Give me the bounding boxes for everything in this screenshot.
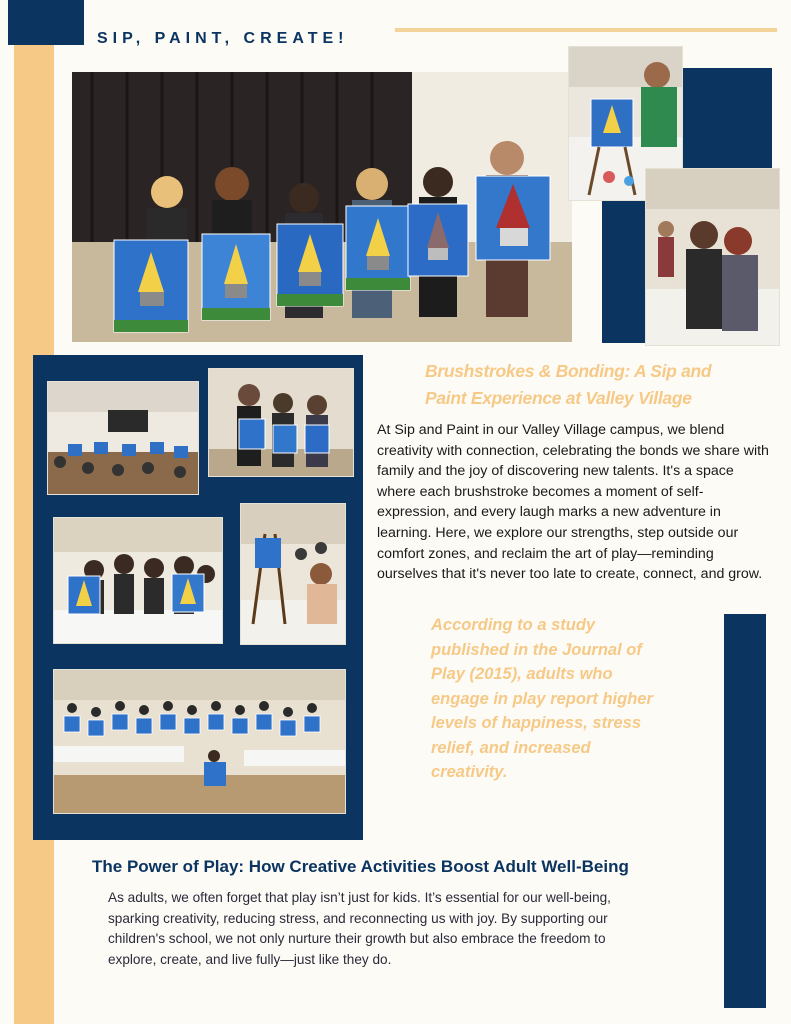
- top-gold-rule: [395, 28, 777, 32]
- photo-classroom-painting: [47, 381, 199, 495]
- photo-three-adults-paintings: [208, 368, 354, 477]
- right-navy-block-bottom: [724, 614, 766, 1008]
- article-title-line-2: Paint Experience at Valley Village: [425, 388, 692, 408]
- photo-man-painting-table: [240, 503, 346, 645]
- pull-quote: According to a study published in the Journal of Play (2015), adults who engage in play report higher levels of happiness, stress relief, and increased creativity.: [431, 616, 653, 781]
- article-body: At Sip and Paint in our Valley Village campus, we blend creativity with connection, celebrating the bonds we share with family and the joy of discovering new talents. It's a space where each brushstroke becomes a moment of self-expression, and every laugh marks a new adventure in learning. Here, we explore our strengths, step outside our comfort zones, and reclaim the art of play—reminding ourselves that it's never too late to create, connect, and grow.: [377, 422, 769, 583]
- section-heading: The Power of Play: How Creative Activities Boost Adult Well-Being: [92, 857, 629, 876]
- photo-group-at-table: [53, 517, 223, 644]
- article-title: [425, 358, 725, 412]
- photo-main-group: [72, 72, 572, 342]
- photo-two-women-painting: [645, 168, 780, 346]
- photo-full-class-group: [53, 669, 346, 814]
- section-body: As adults, we often forget that play isn’t just for kids. It’s essential for our well-being, sparking creativity, reducing stress, and reconnecting us with joy. By supporting our children's school, we not only nurture their growth but also embrace the freedom to explore, create, and live fully—just like they do.: [108, 890, 611, 967]
- article-title-line-1: Brushstrokes & Bonding: A Sip and: [425, 361, 712, 381]
- top-left-navy-block: [8, 0, 84, 45]
- page-title: SIP, PAINT, CREATE!: [97, 30, 349, 47]
